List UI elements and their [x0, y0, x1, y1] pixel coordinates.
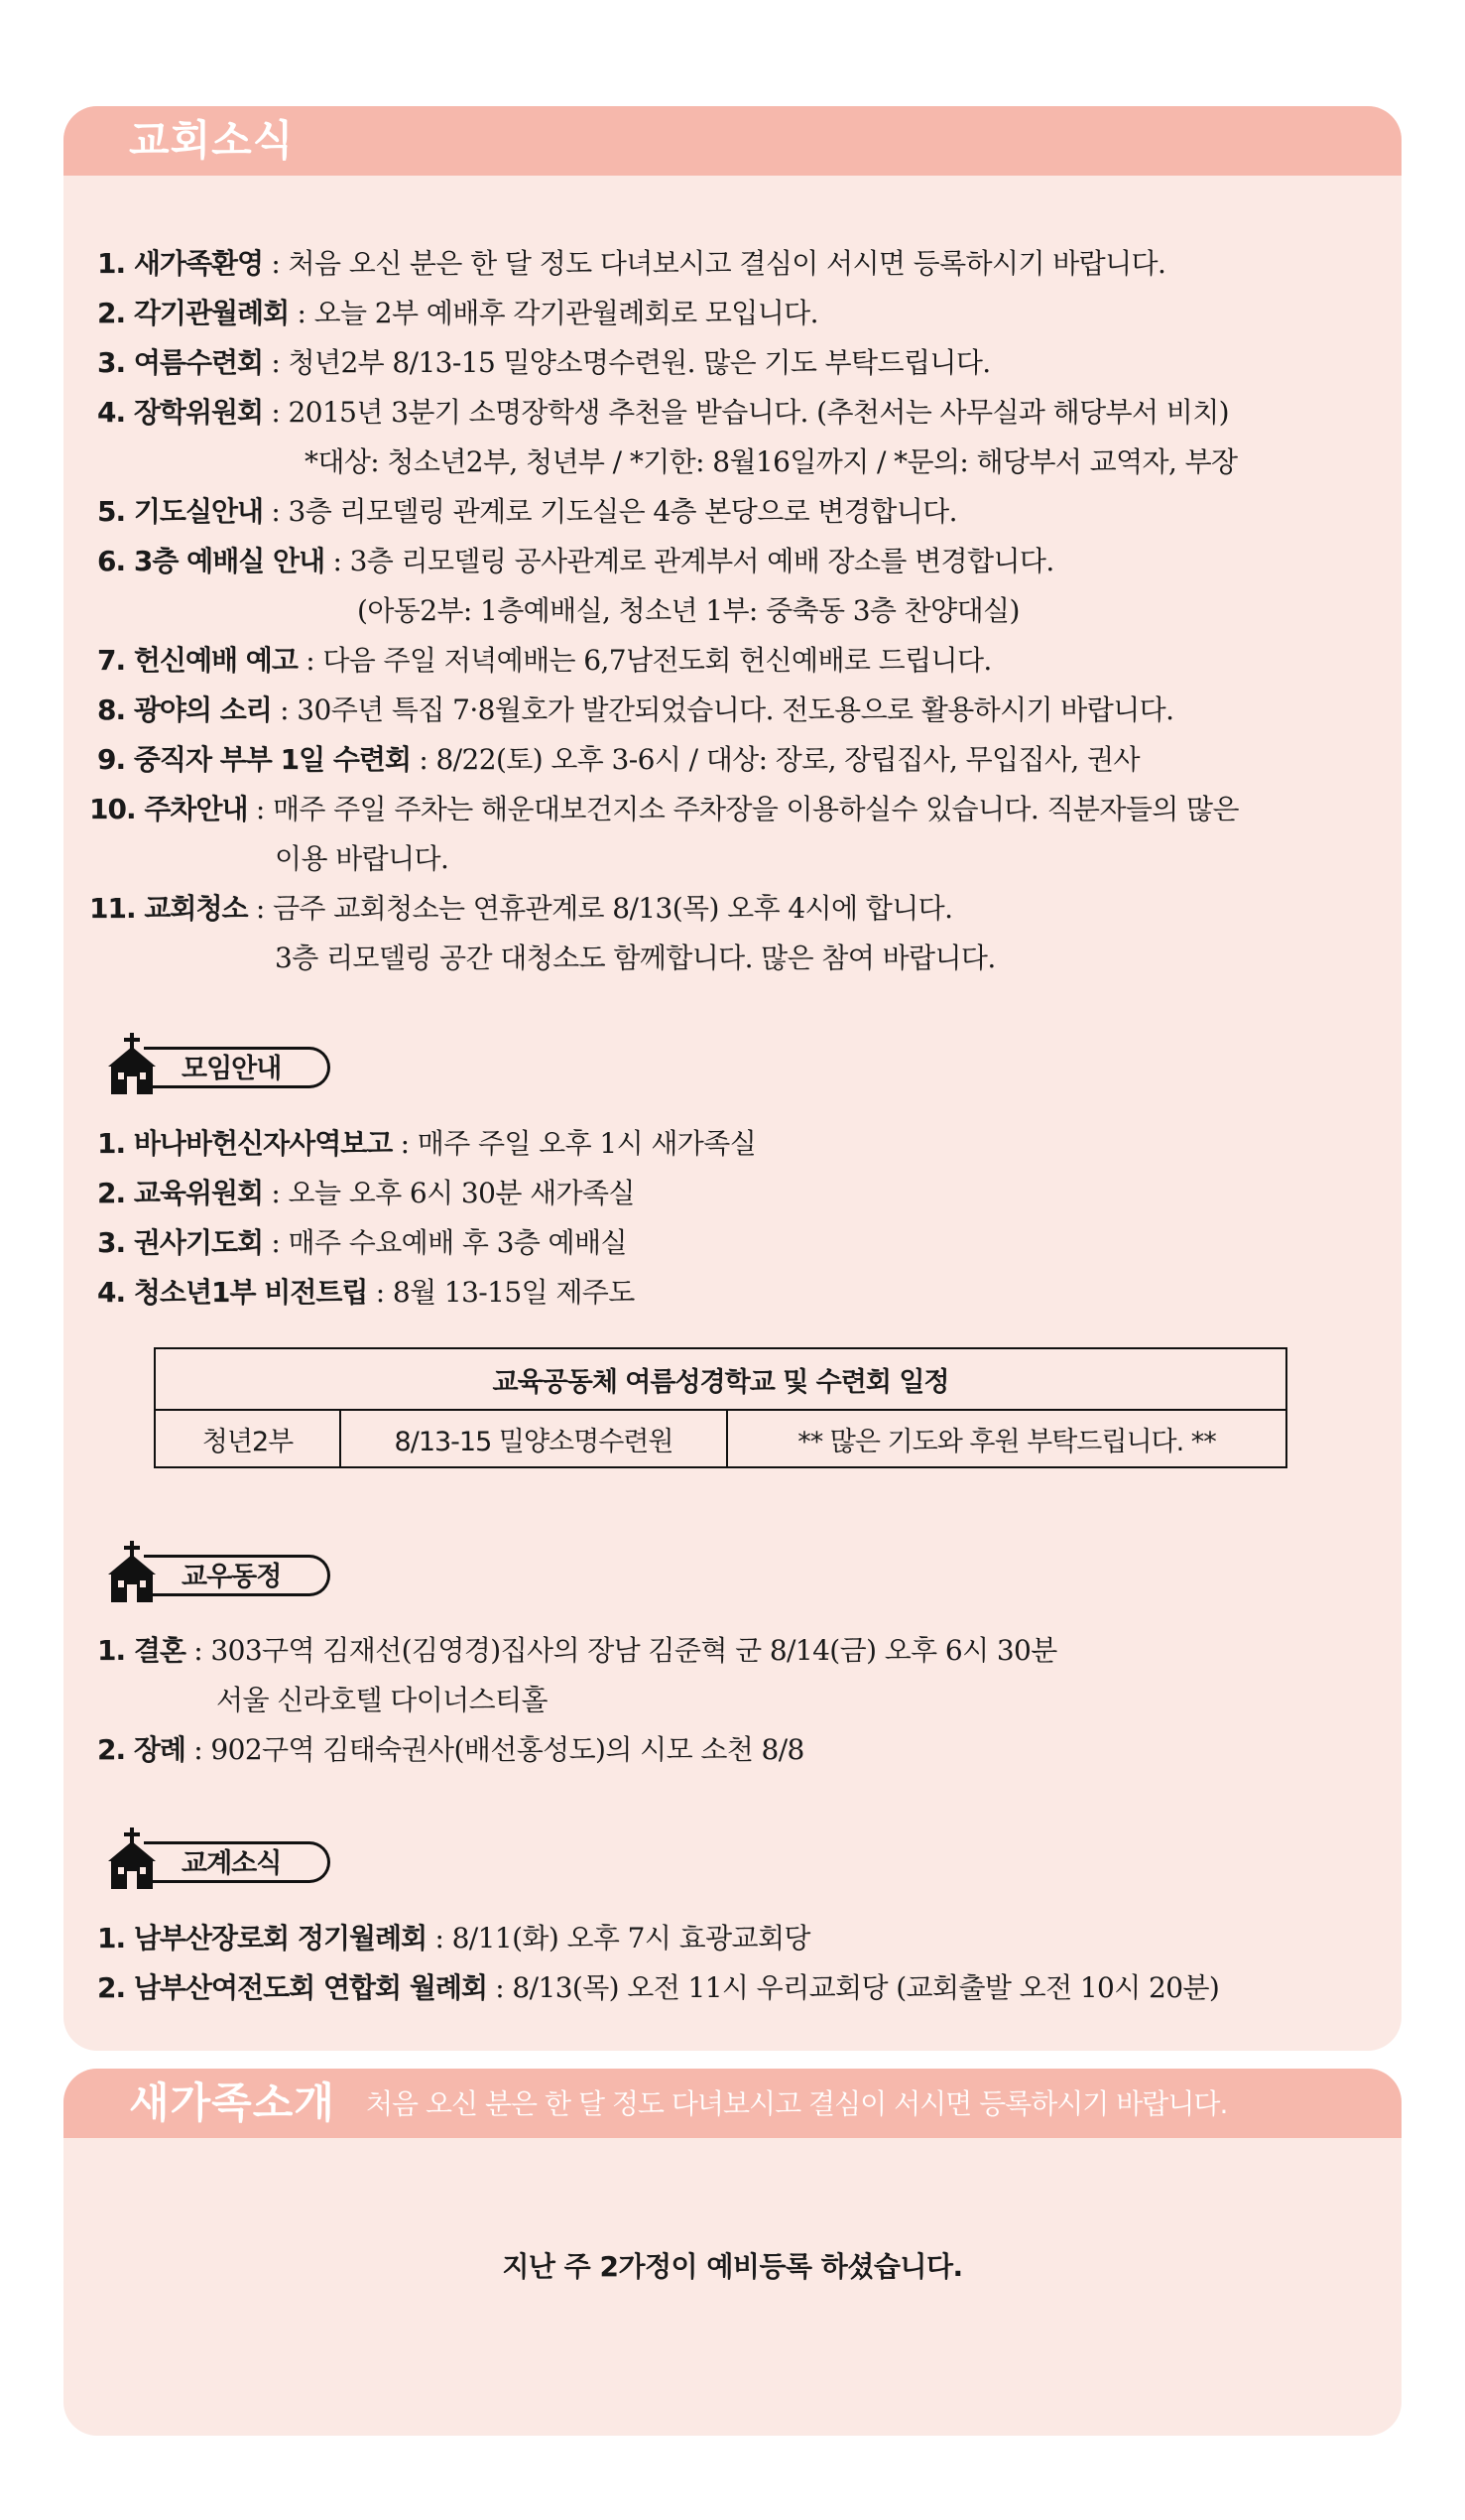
list-item: 3. 여름수련회 : 청년2부 8/13-15 밀양소명수련원. 많은 기도 부탁드립니다.	[97, 346, 991, 379]
new-family-note: 지난 주 2가정이 예비등록 하셨습니다.	[502, 2250, 963, 2283]
list-item: 1. 바나바헌신자사역보고 : 매주 주일 오후 1시 새가족실	[97, 1127, 757, 1160]
denomination-news-header	[104, 1827, 352, 1889]
member-news-header	[104, 1541, 352, 1602]
church-news-title: 교회소식	[129, 116, 295, 165]
list-item: 10. 주차안내 : 매주 주일 주차는 해운대보건지소 주차장을 이용하실수 있습니다. 직분자들의 많은	[89, 793, 1239, 825]
list-item: 8. 광야의 소리 : 30주년 특집 7·8월호가 발간되었습니다. 전도용으로 활용하시기 바랍니다.	[97, 693, 1174, 726]
list-item: 6. 3층 예배실 안내 : 3층 리모델링 공사관계로 관계부서 예배 장소를 변경합니다.	[97, 545, 1054, 577]
meetings-title: 모임안내	[182, 1054, 282, 1084]
list-item: 4. 청소년1부 비전트립 : 8월 13-15일 제주도	[97, 1276, 635, 1309]
list-item: 11. 교회청소 : 금주 교회청소는 연휴관계로 8/13(목) 오후 4시에 합니다.	[89, 892, 953, 925]
list-item: 2. 각기관월례회 : 오늘 2부 예배후 각기관월례회로 모입니다.	[97, 297, 818, 329]
church-icon	[104, 1541, 160, 1602]
list-item: 1. 새가족환영 : 처음 오신 분은 한 달 정도 다녀보시고 결심이 서시면 등록하시기 바랍니다.	[97, 247, 1166, 280]
list-item-continuation: 서울 신라호텔 다이너스티홀	[216, 1684, 548, 1716]
list-item: 3. 권사기도회 : 매주 수요예배 후 3층 예배실	[97, 1226, 627, 1259]
meetings-header	[104, 1033, 352, 1094]
list-item: 9. 중직자 부부 1일 수련회 : 8/22(토) 오후 3-6시 / 대상: 장로, 장립집사, 무입집사, 권사	[97, 743, 1140, 776]
new-family-header	[63, 2069, 1402, 2138]
list-item: 2. 남부산여전도회 연합회 월례회 : 8/13(목) 오전 11시 우리교회당 (교회출발 오전 10시 20분)	[97, 1971, 1220, 2004]
table-cell: ** 많은 기도와 후원 부탁드립니다. **	[727, 1410, 1286, 1467]
list-item: 5. 기도실안내 : 3층 리모델링 관계로 기도실은 4층 본당으로 변경합니다.	[97, 495, 957, 528]
church-icon	[104, 1827, 160, 1889]
new-family-title: 새가족소개	[129, 2079, 335, 2127]
church-icon	[104, 1033, 160, 1094]
list-item: 2. 장례 : 902구역 김태숙권사(배선홍성도)의 시모 소천 8/8	[97, 1733, 804, 1766]
schedule-table-title: 교육공동체 여름성경학교 및 수련회 일정	[155, 1348, 1286, 1410]
denomination-news-title: 교계소식	[182, 1848, 282, 1879]
list-item: 1. 남부산장로회 정기월례회 : 8/11(화) 오후 7시 효광교회당	[97, 1922, 810, 1954]
list-item: 2. 교육위원회 : 오늘 오후 6시 30분 새가족실	[97, 1177, 635, 1209]
church-news-header	[63, 106, 1402, 176]
list-item-continuation: *대상: 청소년2부, 청년부 / *기한: 8월16일까지 / *문의: 해당부서 교역자, 부장	[305, 445, 1238, 478]
list-item: 1. 결혼 : 303구역 김재선(김영경)집사의 장남 김준혁 군 8/14(금) 오후 6시 30분	[97, 1634, 1057, 1667]
table-cell: 8/13-15 밀양소명수련원	[340, 1410, 727, 1467]
list-item: 7. 헌신예배 예고 : 다음 주일 저녁예배는 6,7남전도회 헌신예배로 드립니다.	[97, 644, 992, 677]
table-cell: 청년2부	[155, 1410, 340, 1467]
new-family-subtitle: 처음 오신 분은 한 달 정도 다녀보시고 결심이 서시면 등록하시기 바랍니다.	[366, 2087, 1228, 2120]
member-news-title: 교우동정	[182, 1562, 282, 1592]
list-item: 4. 장학위원회 : 2015년 3분기 소명장학생 추천을 받습니다. (추천서는 사무실과 해당부서 비치)	[97, 396, 1229, 429]
schedule-table	[154, 1347, 1287, 1468]
list-item-continuation: (아동2부: 1층예배실, 청소년 1부: 중축동 3층 찬양대실)	[357, 594, 1020, 627]
list-item-continuation: 3층 리모델링 공간 대청소도 함께합니다. 많은 참여 바랍니다.	[275, 942, 996, 974]
list-item-continuation: 이용 바랍니다.	[275, 842, 449, 875]
table-row	[155, 1410, 1286, 1467]
